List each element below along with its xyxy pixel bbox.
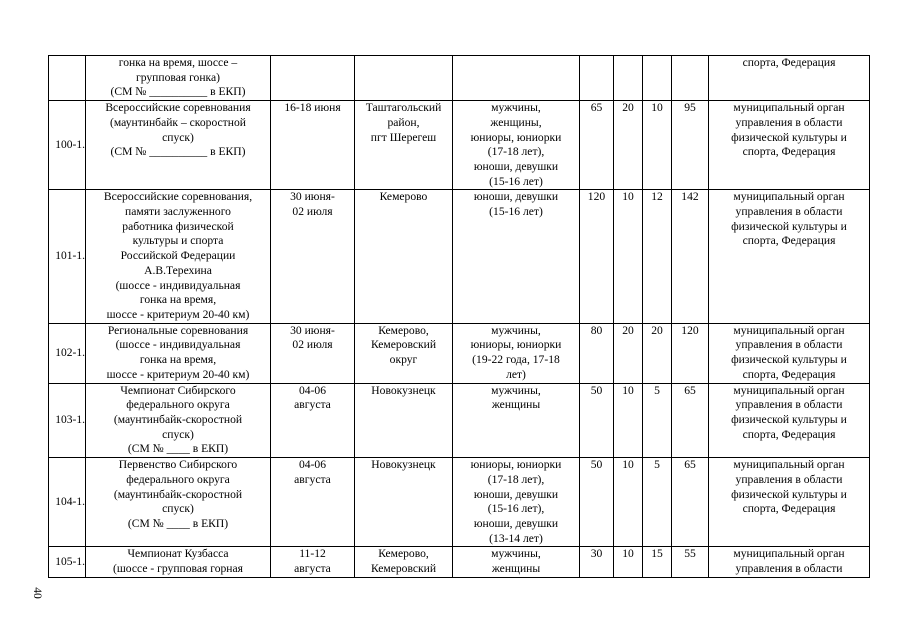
event-name: Чемпионат Кузбасса (шоссе - групповая горная bbox=[86, 547, 271, 577]
count-3: 5 bbox=[643, 383, 672, 458]
row-number: 103-1. bbox=[49, 383, 86, 458]
count-total bbox=[672, 56, 709, 101]
row-number: 102-1. bbox=[49, 323, 86, 383]
row-number: 105-1. bbox=[49, 547, 86, 577]
count-total: 142 bbox=[672, 190, 709, 323]
count-total: 95 bbox=[672, 101, 709, 190]
count-total: 65 bbox=[672, 458, 709, 547]
event-dates: 04-06 августа bbox=[271, 383, 355, 458]
organizer: муниципальный орган управления в области физической культуры и спорта, Федерация bbox=[709, 458, 870, 547]
row-number: 104-1. bbox=[49, 458, 86, 547]
participants: мужчины, женщины bbox=[453, 383, 580, 458]
event-place: Новокузнецк bbox=[355, 383, 453, 458]
count-3: 12 bbox=[643, 190, 672, 323]
table-row bbox=[49, 547, 870, 577]
count-3: 20 bbox=[643, 323, 672, 383]
count-1: 120 bbox=[580, 190, 614, 323]
participants: мужчины, юниоры, юниорки (19-22 года, 17-18 лет) bbox=[453, 323, 580, 383]
count-2: 10 bbox=[614, 547, 643, 577]
table-row bbox=[49, 323, 870, 383]
table-row bbox=[49, 101, 870, 190]
count-1: 80 bbox=[580, 323, 614, 383]
event-place bbox=[355, 56, 453, 101]
count-2: 10 bbox=[614, 458, 643, 547]
event-place: Новокузнецк bbox=[355, 458, 453, 547]
count-2 bbox=[614, 56, 643, 101]
event-place: Кемерово, Кемеровский bbox=[355, 547, 453, 577]
count-1: 30 bbox=[580, 547, 614, 577]
row-number: 101-1. bbox=[49, 190, 86, 323]
count-3: 15 bbox=[643, 547, 672, 577]
count-1 bbox=[580, 56, 614, 101]
event-dates bbox=[271, 56, 355, 101]
organizer: муниципальный орган управления в области физической культуры и спорта, Федерация bbox=[709, 101, 870, 190]
count-3: 5 bbox=[643, 458, 672, 547]
table-row bbox=[49, 190, 870, 323]
count-2: 20 bbox=[614, 323, 643, 383]
event-name: Всероссийские соревнования (маунтинбайк – скоростной спуск) (СМ № __________ в ЕКП) bbox=[86, 101, 271, 190]
participants: юноши, девушки (15-16 лет) bbox=[453, 190, 580, 323]
count-total: 65 bbox=[672, 383, 709, 458]
event-dates: 04-06 августа bbox=[271, 458, 355, 547]
event-dates: 11-12 августа bbox=[271, 547, 355, 577]
count-3 bbox=[643, 56, 672, 101]
table-row bbox=[49, 458, 870, 547]
organizer: муниципальный орган управления в области физической культуры и спорта, Федерация bbox=[709, 383, 870, 458]
count-1: 50 bbox=[580, 458, 614, 547]
event-name: Региональные соревнования (шоссе - индивидуальная гонка на время, шоссе - критериум 20-40 км) bbox=[86, 323, 271, 383]
organizer: муниципальный орган управления в области bbox=[709, 547, 870, 577]
event-place: Кемерово bbox=[355, 190, 453, 323]
participants bbox=[453, 56, 580, 101]
event-name: гонка на время, шоссе – групповая гонка) (СМ № __________ в ЕКП) bbox=[86, 56, 271, 101]
participants: юниоры, юниорки (17-18 лет), юноши, девушки (15-16 лет), юноши, девушки (13-14 лет) bbox=[453, 458, 580, 547]
count-2: 20 bbox=[614, 101, 643, 190]
count-1: 50 bbox=[580, 383, 614, 458]
event-dates: 16-18 июня bbox=[271, 101, 355, 190]
count-2: 10 bbox=[614, 383, 643, 458]
participants: мужчины, женщины bbox=[453, 547, 580, 577]
count-total: 55 bbox=[672, 547, 709, 577]
table-row bbox=[49, 383, 870, 458]
event-name: Всероссийские соревнования, памяти заслуженного работника физической культуры и спорта Российской Федерации А.В.Терехина (шоссе - индивидуальная гонка на время, шоссе - критериум 20-40 км) bbox=[86, 190, 271, 323]
count-2: 10 bbox=[614, 190, 643, 323]
event-place: Таштагольский район, пгт Шерегеш bbox=[355, 101, 453, 190]
row-number bbox=[49, 56, 86, 101]
event-dates: 30 июня- 02 июля bbox=[271, 323, 355, 383]
organizer: спорта, Федерация bbox=[709, 56, 870, 101]
count-3: 10 bbox=[643, 101, 672, 190]
event-name: Первенство Сибирского федерального округа (маунтинбайк-скоростной спуск) (СМ № ____ в ЕКП) bbox=[86, 458, 271, 547]
participants: мужчины, женщины, юниоры, юниорки (17-18 лет), юноши, девушки (15-16 лет) bbox=[453, 101, 580, 190]
organizer: муниципальный орган управления в области физической культуры и спорта, Федерация bbox=[709, 323, 870, 383]
page-number: 40 bbox=[31, 587, 43, 599]
event-place: Кемерово, Кемеровский округ bbox=[355, 323, 453, 383]
event-dates: 30 июня- 02 июля bbox=[271, 190, 355, 323]
count-1: 65 bbox=[580, 101, 614, 190]
event-name: Чемпионат Сибирского федерального округа (маунтинбайк-скоростной спуск) (СМ № ____ в ЕКП) bbox=[86, 383, 271, 458]
row-number: 100-1. bbox=[49, 101, 86, 190]
count-total: 120 bbox=[672, 323, 709, 383]
organizer: муниципальный орган управления в области физической культуры и спорта, Федерация bbox=[709, 190, 870, 323]
events-table bbox=[48, 55, 870, 578]
table-row bbox=[49, 56, 870, 101]
